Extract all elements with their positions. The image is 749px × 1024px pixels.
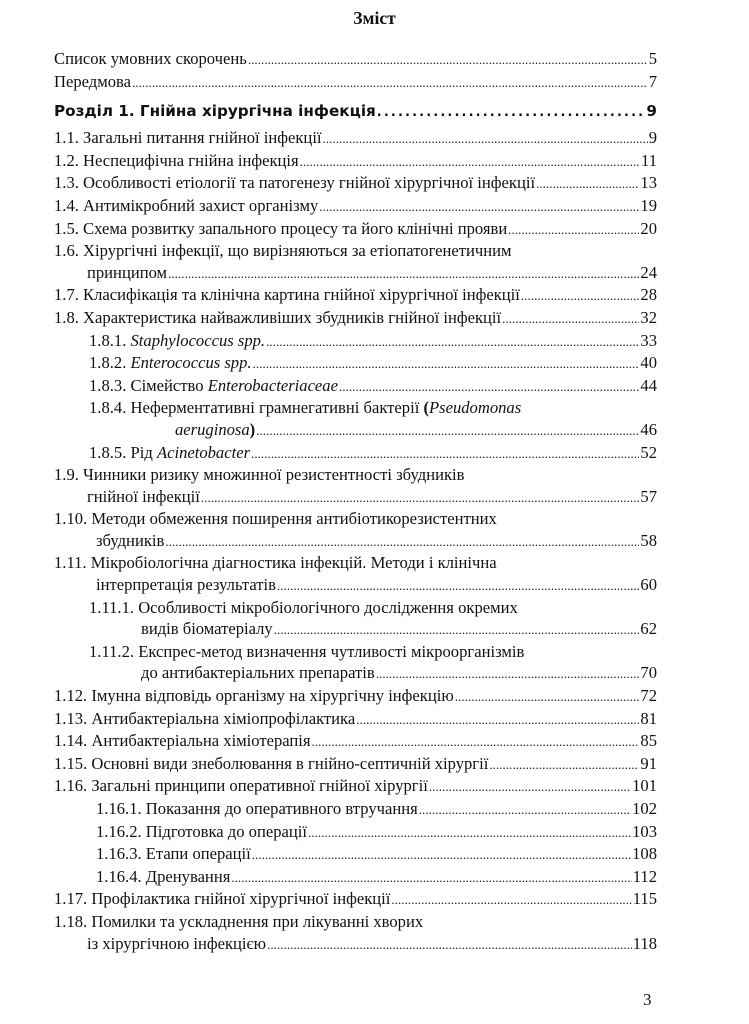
toc-entry-page: 70: [640, 663, 657, 683]
toc-entry-page: 9: [648, 128, 657, 148]
dot-leader: [251, 442, 639, 465]
toc-entry-continuation: принципом: [87, 262, 168, 282]
dot-leader: [252, 843, 631, 866]
toc-entry-number: 1.9.: [54, 465, 79, 485]
toc-entry-1-18[interactable]: [54, 911, 657, 955]
toc-entry-italic: Pseudomonas: [429, 398, 522, 418]
toc-entry-label: Передмова: [54, 71, 132, 91]
toc-entry-number: 1.16.2.: [96, 821, 142, 841]
toc-entry-1-3[interactable]: [54, 172, 657, 195]
toc-entry-text: Особливості етіології та патогенезу гнійної хірургічної інфекції: [83, 173, 536, 193]
toc-entry-number: 1.8.1.: [89, 330, 127, 350]
toc-entry-1-1[interactable]: [54, 127, 657, 150]
toc-entry-1-10[interactable]: [54, 508, 657, 552]
toc-entry-number: 1.12.: [54, 686, 88, 706]
toc-entry-text: Характеристика найважливіших збудників гнійної інфекції: [83, 307, 502, 327]
toc-entry-page: 101: [632, 776, 657, 796]
dot-leader: [277, 574, 639, 597]
toc-entry-1-16-3[interactable]: [54, 843, 657, 866]
toc-entry-text: Профілактика гнійної хірургічної інфекції: [91, 889, 391, 909]
open-paren: (: [423, 398, 429, 418]
toc-entry-text: Чинники ризику множинної резистентності збудників: [83, 465, 465, 485]
toc-entry-text: Експрес-метод визначення чутливості мікроорганізмів: [138, 641, 525, 661]
toc-entry-number: 1.10.: [54, 509, 88, 529]
toc-entry-1-16-1[interactable]: [54, 798, 657, 821]
toc-entry-number: 1.8.3.: [89, 375, 127, 395]
toc-entry-continuation: із хірургічною інфекцією: [87, 933, 267, 953]
dot-leader: [376, 662, 640, 685]
toc-entry-text: Помилки та ускладнення при лікуванні хворих: [91, 911, 424, 931]
toc-entry-text: Методи обмеження поширення антибіотикорезистентних: [91, 509, 497, 529]
toc-entry-continuation: видів біоматеріалу: [141, 619, 273, 639]
toc-entry-number: 1.8.: [54, 307, 79, 327]
dot-leader: [266, 330, 639, 353]
toc-entry-text: Антибактеріальна хіміотерапія: [91, 731, 311, 751]
dot-leader: [419, 798, 631, 821]
toc-entry-page: 57: [640, 486, 657, 506]
dot-leader: [312, 730, 640, 753]
toc-entry-page: 85: [640, 731, 657, 751]
toc-entry-text-plain: Рід: [130, 442, 153, 462]
toc-entry-number: 1.3.: [54, 173, 79, 193]
toc-entry-text: Імунна відповідь організму на хірургічну інфекцію: [91, 686, 454, 706]
toc-entry-text: Етапи операції: [145, 844, 251, 864]
toc-entry-1-8-2[interactable]: [54, 352, 657, 375]
toc-entry-preface[interactable]: [54, 71, 657, 94]
toc-entry-1-6[interactable]: [54, 240, 657, 284]
dot-leader: [231, 866, 631, 889]
toc-entry-number: 1.13.: [54, 708, 88, 728]
dot-leader: [391, 888, 631, 911]
toc-entry-text-plain: Сімейство: [130, 375, 204, 395]
dot-leader: [256, 419, 639, 442]
toc-entry-text: Хірургічні інфекції, що вирізняються за етіопатогенетичним: [83, 241, 512, 261]
toc-section-label: Розділ 1. Гнійна хірургічна інфекція: [54, 102, 376, 121]
toc-entry-page: 7: [648, 71, 657, 91]
dot-leader: [489, 753, 639, 776]
dot-leader: [377, 99, 646, 125]
toc-entry-page: 13: [640, 173, 657, 193]
toc-entry-number: 1.8.4.: [89, 398, 127, 418]
dot-leader: [319, 195, 639, 218]
toc-entry-1-17[interactable]: [54, 888, 657, 911]
toc-entry-page: 115: [632, 889, 657, 909]
toc-entry-number: 1.11.1.: [89, 597, 135, 617]
dot-leader: [274, 618, 640, 641]
toc-entry-text: Мікробіологічна діагностика інфекцій. Методи і клінічна: [90, 553, 497, 573]
dot-leader: [356, 708, 639, 731]
dot-leader: [267, 933, 632, 956]
toc-entry-1-4[interactable]: [54, 195, 657, 218]
toc-entry-page: 118: [632, 933, 657, 953]
toc-entry-number: 1.16.1.: [96, 799, 142, 818]
toc-entry-text: Неферментативні грамнегативні бактерії: [130, 398, 420, 418]
toc-entry-1-8-4[interactable]: [54, 397, 657, 441]
toc-entry-1-16-2[interactable]: [54, 821, 657, 844]
toc-entry-text: Загальні питання гнійної інфекції: [83, 128, 322, 148]
toc-entry-page: 81: [640, 708, 657, 728]
toc-entry-page: 91: [640, 753, 657, 773]
toc-entry-text: Неспецифічна гнійна інфекція: [83, 150, 299, 170]
toc-entry-number: 1.6.: [54, 241, 79, 261]
toc-entry-1-11-1[interactable]: [54, 597, 657, 641]
toc-entry-number: 1.15.: [54, 753, 88, 773]
dot-leader: [536, 172, 639, 195]
toc-entry-page: 44: [640, 375, 657, 395]
toc-entry-1-5[interactable]: [54, 218, 657, 241]
dot-leader: [521, 284, 640, 307]
toc-entry-page: 5: [648, 49, 657, 68]
toc-entry-1-9[interactable]: [54, 464, 657, 508]
dot-leader: [201, 486, 640, 509]
toc-entry-text: Особливості мікробіологічного дослідження окремих: [138, 597, 518, 617]
toc-entry-1-15[interactable]: [54, 753, 657, 776]
toc-entry-page: 108: [632, 844, 657, 864]
toc-entry-1-14[interactable]: [54, 730, 657, 753]
dot-leader: [508, 218, 639, 241]
toc-entry-continuation: aeruginosa: [175, 419, 250, 439]
toc-entry-text: Enterobacteriaceae: [207, 375, 338, 395]
toc-entry-number: 1.17.: [54, 889, 88, 909]
toc-entry-1-2[interactable]: [54, 150, 657, 173]
toc-entry-continuation: інтерпретація результатів: [96, 575, 276, 595]
toc-entry-page: 102: [632, 799, 657, 818]
toc-entry-page: 112: [632, 866, 657, 886]
toc-entry-number: 1.1.: [54, 128, 79, 148]
close-paren: ): [249, 419, 256, 439]
toc-entry-text: Acinetobacter: [156, 442, 251, 462]
toc-entry-1-16-4[interactable]: [54, 866, 657, 889]
toc-entry-text: Показання до оперативного втручання: [145, 799, 418, 818]
toc-entry-page: 11: [641, 150, 657, 170]
toc-entry-label: Список умовних скорочень: [54, 49, 247, 68]
toc-entry-1-7[interactable]: [54, 284, 657, 307]
toc-section-heading[interactable]: [54, 99, 657, 125]
toc-entry-1-16[interactable]: [54, 775, 657, 798]
toc-entry-page: 58: [640, 530, 657, 550]
toc-entry-page: 52: [640, 442, 657, 462]
page-title: Зміст: [353, 8, 396, 28]
dot-leader: [132, 71, 648, 94]
toc-entry-1-11-2[interactable]: [54, 641, 657, 685]
toc-entry-continuation: гнійної інфекції: [87, 486, 200, 506]
dot-leader: [253, 352, 640, 375]
toc-entry-page: 60: [640, 575, 657, 595]
toc-entry-page: 62: [640, 619, 657, 639]
dot-leader: [165, 530, 639, 553]
toc-entry-page: 72: [640, 686, 657, 706]
dot-leader: [300, 150, 640, 173]
toc-entry-number: 1.4.: [54, 195, 79, 215]
toc-entry-1-8[interactable]: [54, 307, 657, 330]
toc-entry-number: 1.2.: [54, 150, 79, 170]
toc-entry-abbreviations[interactable]: [54, 48, 657, 71]
toc-entry-page: 24: [640, 262, 657, 282]
toc-entry-page: 28: [640, 285, 657, 305]
toc-entry-page: 103: [632, 821, 657, 841]
toc-entry-text: Enterococcus spp.: [130, 353, 252, 373]
table-of-contents: [54, 48, 657, 955]
toc-entry-page: 20: [640, 218, 657, 238]
toc-entry-1-11[interactable]: [54, 552, 657, 596]
dot-leader: [308, 821, 631, 844]
toc-entry-number: 1.14.: [54, 731, 88, 751]
toc-entry-page: 32: [640, 307, 657, 327]
page-number: 3: [643, 990, 652, 1009]
toc-entry-page: 33: [640, 330, 657, 350]
toc-entry-1-8-3[interactable]: [54, 375, 657, 398]
toc-section-page: 9: [646, 102, 657, 121]
toc-entry-number: 1.11.: [54, 553, 87, 573]
toc-entry-text: Підготовка до операції: [145, 821, 307, 841]
dot-leader: [248, 48, 648, 71]
toc-entry-continuation: до антибактеріальних препаратів: [141, 663, 375, 683]
toc-entry-number: 1.8.5.: [89, 442, 127, 462]
toc-entry-continuation: збудників: [96, 530, 165, 550]
toc-entry-text: Схема розвитку запального процесу та його клінічні прояви: [83, 218, 508, 238]
toc-entry-page: 19: [640, 195, 657, 215]
toc-entry-number: 1.5.: [54, 218, 79, 238]
toc-entry-text: Основні види знеболювання в гнійно-септичній хірургії: [91, 753, 489, 773]
dot-leader: [429, 775, 631, 798]
toc-entry-1-12[interactable]: [54, 685, 657, 708]
toc-entry-text: Класифікація та клінічна картина гнійної хірургічної інфекції: [83, 285, 520, 305]
toc-entry-text: Дренування: [145, 866, 231, 886]
toc-entry-text: Антимікробний захист організму: [83, 195, 319, 215]
toc-entry-text: Загальні принципи оперативної гнійної хірургії: [91, 776, 428, 796]
dot-leader: [323, 127, 648, 150]
toc-entry-1-13[interactable]: [54, 708, 657, 731]
toc-entry-number: 1.16.: [54, 776, 88, 796]
toc-entry-number: 1.16.4.: [96, 866, 142, 886]
toc-entry-number: 1.8.2.: [89, 353, 127, 373]
toc-entry-number: 1.7.: [54, 285, 79, 305]
dot-leader: [455, 685, 640, 708]
toc-entry-1-8-5[interactable]: [54, 442, 657, 465]
dot-leader: [502, 307, 639, 330]
toc-entry-1-8-1[interactable]: [54, 330, 657, 353]
toc-entry-text: Антибактеріальна хіміопрофілактика: [91, 708, 356, 728]
toc-entry-text: Staphylococcus spp.: [130, 330, 266, 350]
dot-leader: [168, 262, 639, 285]
toc-entry-number: 1.11.2.: [89, 641, 135, 661]
toc-entry-number: 1.18.: [54, 911, 88, 931]
dot-leader: [339, 375, 639, 398]
toc-entry-number: 1.16.3.: [96, 844, 142, 864]
toc-entry-page: 40: [640, 353, 657, 373]
toc-entry-page: 46: [640, 419, 657, 439]
